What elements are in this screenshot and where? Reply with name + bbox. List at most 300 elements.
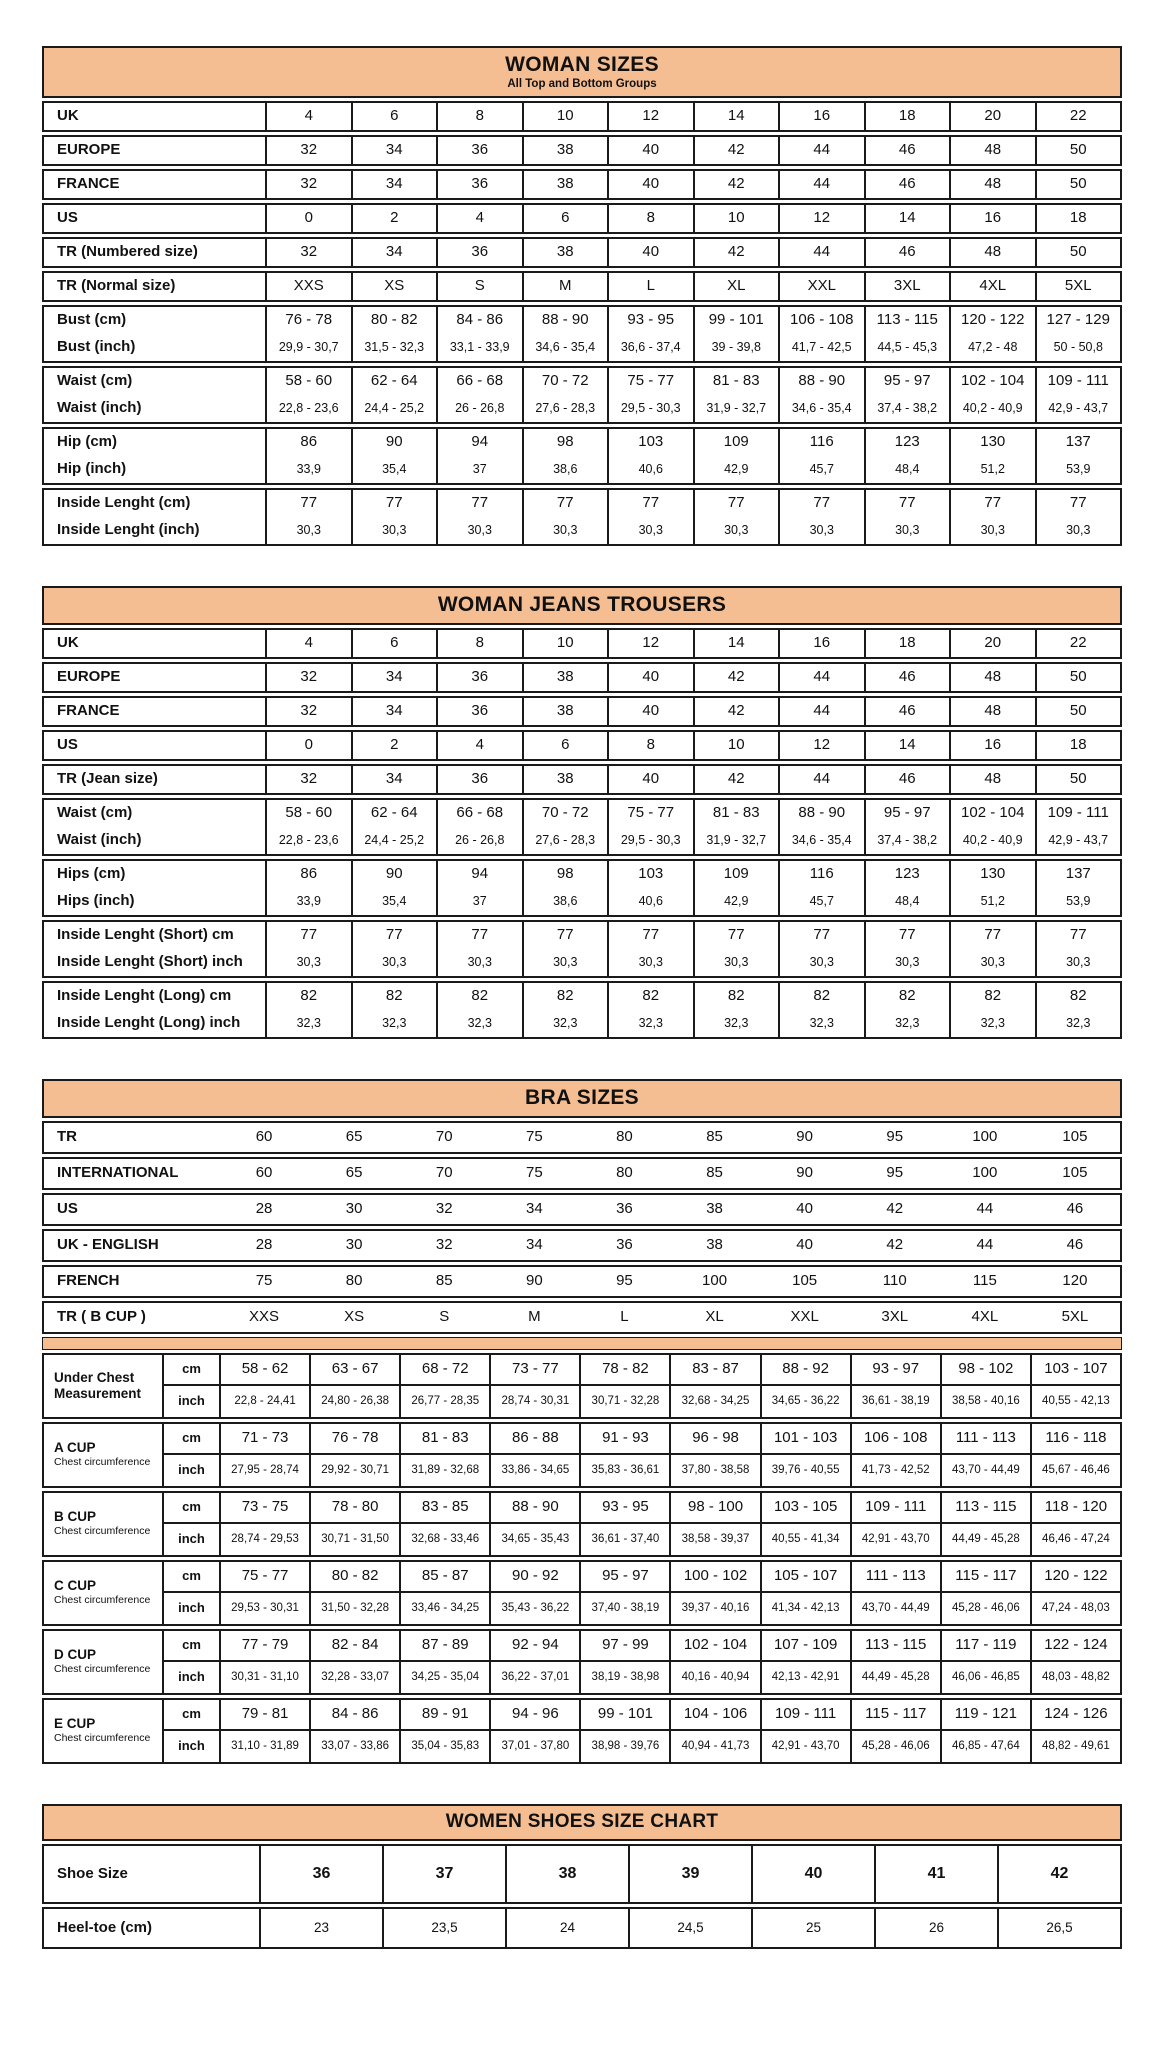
size-value-cell: 42 <box>693 766 779 793</box>
size-value-cell: 106 - 108 <box>778 307 864 334</box>
size-value-cell: 48,03 - 48,82 <box>1030 1662 1120 1693</box>
size-value-cell: 40 <box>607 171 693 198</box>
size-value-cell: 109 - 111 <box>850 1493 940 1524</box>
table-row-group <box>42 981 1122 1039</box>
size-value-cell: 37 <box>436 888 522 915</box>
size-value-cell: 46 <box>864 239 950 266</box>
size-value-cell: 80 - 82 <box>309 1562 399 1593</box>
size-value-cell: 88 - 92 <box>760 1355 850 1386</box>
size-value-cell: 42,91 - 43,70 <box>850 1524 940 1555</box>
size-value-cell: 29,9 - 30,7 <box>265 334 351 361</box>
row-label: US <box>57 1200 78 1218</box>
size-value-cell: 8 <box>436 630 522 657</box>
size-value-cell: 48,82 - 49,61 <box>1030 1731 1120 1762</box>
table-row-group <box>42 764 1122 795</box>
size-value-cell: 58 - 60 <box>265 368 351 395</box>
size-value-cell: 24 <box>505 1909 628 1947</box>
size-value-cell: 46 <box>1066 1236 1084 1254</box>
size-value-cell: 37,40 - 38,19 <box>579 1593 669 1624</box>
size-value-cell: 77 <box>949 490 1035 517</box>
size-value-cell: 37,01 - 37,80 <box>489 1731 579 1762</box>
size-value-cell: 89 - 91 <box>399 1700 489 1731</box>
size-value-cell: 116 <box>778 429 864 456</box>
size-value-cell: 124 - 126 <box>1030 1700 1120 1731</box>
size-value-cell: 76 - 78 <box>309 1424 399 1455</box>
size-value-cell: 110 <box>882 1272 907 1290</box>
table-row-group <box>42 488 1122 546</box>
size-value-cell: 18 <box>864 630 950 657</box>
size-value-cell: 100 <box>972 1128 998 1146</box>
size-value-cell: 84 - 86 <box>309 1700 399 1731</box>
size-value-cell: 38 <box>522 766 608 793</box>
size-value-cell: 38,6 <box>522 888 608 915</box>
size-value-cell: 81 - 83 <box>693 368 779 395</box>
size-value-cell: 85 <box>706 1128 723 1146</box>
size-value-cell: 38,6 <box>522 456 608 483</box>
size-value-cell: 31,89 - 32,68 <box>399 1455 489 1486</box>
table-row-group <box>42 1629 1122 1695</box>
size-value-cell: 79 - 81 <box>219 1700 309 1731</box>
size-value-cell: 42 <box>693 239 779 266</box>
size-value-cell: 24,4 - 25,2 <box>351 827 437 854</box>
size-value-cell: 35,83 - 36,61 <box>579 1455 669 1486</box>
size-value-cell: 30,3 <box>522 517 608 544</box>
size-value-cell: 103 - 107 <box>1030 1355 1120 1386</box>
size-value-cell: 70 - 72 <box>522 368 608 395</box>
size-value-cell: 36,61 - 38,19 <box>850 1386 940 1417</box>
size-value-cell: 44,49 - 45,28 <box>850 1662 940 1693</box>
table-title: WOMAN SIZES <box>505 53 659 76</box>
row-label: TR (Normal size) <box>57 277 176 295</box>
row-label: EUROPE <box>57 141 121 159</box>
size-value-cell: 32,3 <box>949 1010 1035 1037</box>
size-value-cell: 33,9 <box>265 456 351 483</box>
size-value-cell: 50 <box>1035 239 1121 266</box>
size-value-cell: 42,13 - 42,91 <box>760 1662 850 1693</box>
size-value-cell: XL <box>693 273 779 300</box>
size-value-cell: 4 <box>436 205 522 232</box>
size-value-cell: 40 <box>607 698 693 725</box>
size-value-cell: 4 <box>265 630 351 657</box>
row-label-main: E CUP <box>54 1716 96 1732</box>
size-value-cell: 30,3 <box>351 949 437 976</box>
row-label: TR (Numbered size) <box>57 243 198 261</box>
size-value-cell: 22,8 - 23,6 <box>265 395 351 422</box>
table-title: BRA SIZES <box>525 1086 639 1109</box>
size-value-cell: 45,7 <box>778 456 864 483</box>
size-value-cell: 27,95 - 28,74 <box>219 1455 309 1486</box>
unit-label: inch <box>162 1662 219 1693</box>
unit-label: inch <box>162 1455 219 1486</box>
bra-sizes-table <box>42 1079 1122 1764</box>
size-value-cell: 103 - 105 <box>760 1493 850 1524</box>
size-value-cell: 44 <box>778 664 864 691</box>
size-value-cell: 30,3 <box>351 517 437 544</box>
size-value-cell: 60 <box>255 1128 273 1146</box>
size-value-cell: 5XL <box>1035 273 1121 300</box>
row-label: FRANCE <box>57 702 120 720</box>
size-value-cell: M <box>522 273 608 300</box>
size-value-cell: 26,5 <box>997 1909 1120 1947</box>
size-value-cell: 16 <box>778 103 864 130</box>
size-value-cell: 38 <box>522 137 608 164</box>
table-subtitle: All Top and Bottom Groups <box>507 78 657 90</box>
size-value-cell: 4 <box>265 103 351 130</box>
size-value-cell: 14 <box>693 630 779 657</box>
size-value-cell: 32 <box>265 698 351 725</box>
size-value-cell: 32,3 <box>1035 1010 1121 1037</box>
size-value-cell: 71 - 73 <box>219 1424 309 1455</box>
size-value-cell: 40,55 - 41,34 <box>760 1524 850 1555</box>
row-label: UK <box>57 634 79 652</box>
size-value-cell: 32,3 <box>351 1010 437 1037</box>
size-value-cell: 30,3 <box>436 949 522 976</box>
size-value-cell: 66 - 68 <box>436 368 522 395</box>
size-value-cell: 40,55 - 42,13 <box>1030 1386 1120 1417</box>
size-value-cell: 8 <box>436 103 522 130</box>
size-value-cell: 117 - 119 <box>940 1631 1030 1662</box>
size-value-cell: 115 - 117 <box>850 1700 940 1731</box>
size-value-cell: 34 <box>351 766 437 793</box>
size-value-cell: 42 <box>693 698 779 725</box>
unit-label: cm <box>162 1700 219 1731</box>
size-value-cell: 88 - 90 <box>489 1493 579 1524</box>
size-value-cell: 0 <box>265 732 351 759</box>
size-value-cell: 24,80 - 26,38 <box>309 1386 399 1417</box>
size-value-cell: 90 <box>351 429 437 456</box>
size-value-cell: 75 <box>526 1164 543 1182</box>
row-label: Bust (cm) <box>57 311 127 329</box>
size-value-cell: 77 <box>949 922 1035 949</box>
size-value-cell: 30,3 <box>607 949 693 976</box>
size-value-cell: 40 <box>796 1200 813 1218</box>
table-row-group <box>42 730 1122 761</box>
size-value-cell: 26 <box>874 1909 997 1947</box>
row-label: UK <box>57 107 79 125</box>
size-value-cell: 123 <box>864 861 950 888</box>
table-row-group <box>42 169 1122 200</box>
size-value-cell: 77 <box>693 922 779 949</box>
size-value-cell: 95 - 97 <box>864 800 950 827</box>
size-value-cell: 16 <box>949 732 1035 759</box>
size-value-cell: 40,2 - 40,9 <box>949 395 1035 422</box>
size-value-cell: 48 <box>949 171 1035 198</box>
size-value-cell: 97 - 99 <box>579 1631 669 1662</box>
size-value-cell: 36 <box>436 664 522 691</box>
size-value-cell: 113 - 115 <box>850 1631 940 1662</box>
size-value-cell: 116 <box>778 861 864 888</box>
size-value-cell: 44 <box>778 698 864 725</box>
size-value-cell: 77 <box>436 490 522 517</box>
size-value-cell: 32 <box>265 171 351 198</box>
size-value-cell: 28 <box>255 1200 273 1218</box>
size-value-cell: 30,3 <box>949 517 1035 544</box>
size-value-cell: 58 - 60 <box>265 800 351 827</box>
size-value-cell: 81 - 83 <box>693 800 779 827</box>
size-value-cell: 14 <box>864 205 950 232</box>
size-value-cell: 94 <box>436 861 522 888</box>
row-label <box>44 1424 162 1486</box>
size-value-cell: XXL <box>790 1308 819 1326</box>
size-value-cell: 30,3 <box>1035 517 1121 544</box>
size-value-cell: 65 <box>345 1164 363 1182</box>
size-value-cell: 90 - 92 <box>489 1562 579 1593</box>
size-value-cell: 30,3 <box>265 949 351 976</box>
size-value-cell: 77 <box>607 922 693 949</box>
size-value-cell: 45,28 - 46,06 <box>940 1593 1030 1624</box>
size-value-cell: 115 - 117 <box>940 1562 1030 1593</box>
size-value-cell: 48 <box>949 239 1035 266</box>
size-value-cell: 12 <box>778 205 864 232</box>
size-value-cell: 77 <box>1035 490 1121 517</box>
size-value-cell: 46,85 - 47,64 <box>940 1731 1030 1762</box>
row-label: Hips (inch) <box>57 892 135 910</box>
size-value-cell: 118 - 120 <box>1030 1493 1120 1524</box>
size-value-cell: XS <box>344 1308 365 1326</box>
size-value-cell: 86 - 88 <box>489 1424 579 1455</box>
size-value-cell: 34 <box>351 137 437 164</box>
size-value-cell: 3XL <box>864 273 950 300</box>
size-value-cell: 34,6 - 35,4 <box>522 334 608 361</box>
size-value-cell: 107 - 109 <box>760 1631 850 1662</box>
size-value-cell: 46 <box>864 171 950 198</box>
size-value-cell: 85 <box>435 1272 453 1290</box>
size-value-cell: 90 <box>526 1272 543 1290</box>
size-value-cell: 95 - 97 <box>864 368 950 395</box>
size-value-cell: 32,3 <box>265 1010 351 1037</box>
size-value-cell: 78 - 80 <box>309 1493 399 1524</box>
size-value-cell: M <box>528 1308 541 1326</box>
size-value-cell: 37 <box>382 1846 505 1902</box>
size-value-cell: 103 <box>607 429 693 456</box>
size-value-cell: 73 - 75 <box>219 1493 309 1524</box>
size-value-cell: 105 - 107 <box>760 1562 850 1593</box>
size-value-cell: 33,46 - 34,25 <box>399 1593 489 1624</box>
size-value-cell: 8 <box>607 205 693 232</box>
size-value-cell: 99 - 101 <box>579 1700 669 1731</box>
size-value-cell: 18 <box>864 103 950 130</box>
size-value-cell: 105 <box>1062 1164 1088 1182</box>
size-value-cell: 40 <box>607 137 693 164</box>
size-value-cell: 22 <box>1035 630 1121 657</box>
size-value-cell: 82 <box>949 983 1035 1010</box>
size-value-cell: 93 - 95 <box>579 1493 669 1524</box>
size-value-cell: 39,37 - 40,16 <box>669 1593 759 1624</box>
row-label: Waist (inch) <box>57 399 142 417</box>
size-value-cell: 47,2 - 48 <box>949 334 1035 361</box>
size-value-cell: 40,6 <box>607 888 693 915</box>
size-value-cell: 31,9 - 32,7 <box>693 395 779 422</box>
row-label: Hip (inch) <box>57 460 127 478</box>
size-value-cell: 40,2 - 40,9 <box>949 827 1035 854</box>
size-value-cell: 111 - 113 <box>850 1562 940 1593</box>
size-value-cell: 30,3 <box>607 517 693 544</box>
size-value-cell: 12 <box>778 732 864 759</box>
size-value-cell: 34 <box>351 171 437 198</box>
size-value-cell: 77 <box>607 490 693 517</box>
size-value-cell: 32,28 - 33,07 <box>309 1662 399 1693</box>
table-row-group <box>42 1422 1122 1488</box>
row-label: FRANCE <box>57 175 120 193</box>
size-value-cell: 62 - 64 <box>351 800 437 827</box>
size-value-cell: 32,68 - 34,25 <box>669 1386 759 1417</box>
size-value-cell: 34 <box>351 239 437 266</box>
size-value-cell: 76 - 78 <box>265 307 351 334</box>
size-value-cell: 22,8 - 23,6 <box>265 827 351 854</box>
size-value-cell: 38 <box>505 1846 628 1902</box>
size-value-cell: 66 - 68 <box>436 800 522 827</box>
unit-label: cm <box>162 1355 219 1386</box>
size-value-cell: 23 <box>259 1909 382 1947</box>
table-header <box>42 586 1122 625</box>
size-value-cell: 42,9 <box>693 888 779 915</box>
size-value-cell: 120 - 122 <box>1030 1562 1120 1593</box>
size-value-cell: 109 - 111 <box>1035 368 1121 395</box>
size-value-cell: 42 <box>693 137 779 164</box>
size-value-cell: 23,5 <box>382 1909 505 1947</box>
row-label: Inside Lenght (Long) cm <box>57 987 232 1005</box>
row-label <box>44 1355 162 1417</box>
size-value-cell: 77 - 79 <box>219 1631 309 1662</box>
size-value-cell: 91 - 93 <box>579 1424 669 1455</box>
size-value-cell: 44 <box>778 766 864 793</box>
size-value-cell: 16 <box>778 630 864 657</box>
size-value-cell: 46 <box>864 698 950 725</box>
table-row-group <box>42 628 1122 659</box>
size-value-cell: 77 <box>436 922 522 949</box>
table-row-group <box>42 798 1122 856</box>
size-value-cell: 28 <box>255 1236 273 1254</box>
size-value-cell: 36 <box>436 766 522 793</box>
size-value-cell: 42 <box>693 664 779 691</box>
size-value-cell: 63 - 67 <box>309 1355 399 1386</box>
size-value-cell: 34 <box>526 1200 543 1218</box>
table-row-group <box>42 662 1122 693</box>
size-value-cell: 12 <box>607 103 693 130</box>
size-value-cell: 33,1 - 33,9 <box>436 334 522 361</box>
size-value-cell: 75 <box>526 1128 543 1146</box>
size-value-cell: 18 <box>1035 732 1121 759</box>
size-value-cell: 14 <box>864 732 950 759</box>
table-row-group <box>42 203 1122 234</box>
size-value-cell: 44 <box>778 171 864 198</box>
size-value-cell: 32 <box>265 239 351 266</box>
size-value-cell: 41,7 - 42,5 <box>778 334 864 361</box>
row-label-sub: Chest circumference <box>54 1456 151 1469</box>
row-label: TR (Jean size) <box>57 770 158 788</box>
size-value-cell: 40,16 - 40,94 <box>669 1662 759 1693</box>
size-value-cell: 42 <box>693 171 779 198</box>
size-value-cell: 82 <box>778 983 864 1010</box>
size-value-cell: 22 <box>1035 103 1121 130</box>
size-value-cell: 82 <box>864 983 950 1010</box>
size-value-cell: 40 <box>751 1846 874 1902</box>
table-row-group <box>42 135 1122 166</box>
size-value-cell: 111 - 113 <box>940 1424 1030 1455</box>
size-value-cell: 33,9 <box>265 888 351 915</box>
size-value-cell: 6 <box>351 103 437 130</box>
size-value-cell: 90 <box>796 1128 813 1146</box>
size-value-cell: 36 <box>436 698 522 725</box>
size-value-cell: 30,71 - 31,50 <box>309 1524 399 1555</box>
size-value-cell: 42,9 <box>693 456 779 483</box>
size-value-cell: 88 - 90 <box>522 307 608 334</box>
table-title: WOMEN SHOES SIZE CHART <box>445 1811 719 1832</box>
size-value-cell: 26,77 - 28,35 <box>399 1386 489 1417</box>
size-value-cell: XXS <box>249 1308 280 1326</box>
row-label-sub: Chest circumference <box>54 1525 151 1538</box>
size-value-cell: 28,74 - 30,31 <box>489 1386 579 1417</box>
size-value-cell: 34,65 - 35,43 <box>489 1524 579 1555</box>
size-value-cell: 82 <box>693 983 779 1010</box>
table-row-group <box>42 305 1122 363</box>
size-value-cell: 86 <box>265 861 351 888</box>
size-value-cell: 65 <box>345 1128 363 1146</box>
size-value-cell: 34 <box>351 664 437 691</box>
size-value-cell: 85 <box>706 1164 723 1182</box>
size-value-cell: 93 - 97 <box>850 1355 940 1386</box>
size-value-cell: 77 <box>693 490 779 517</box>
row-label: US <box>57 209 78 227</box>
size-value-cell: 3XL <box>881 1308 909 1326</box>
size-value-cell: 93 - 95 <box>607 307 693 334</box>
size-value-cell: 109 - 111 <box>1035 800 1121 827</box>
size-value-cell: 26 - 26,8 <box>436 827 522 854</box>
size-value-cell: 77 <box>778 490 864 517</box>
size-value-cell: 70 - 72 <box>522 800 608 827</box>
size-value-cell: 94 - 96 <box>489 1700 579 1731</box>
size-value-cell: 50 <box>1035 137 1121 164</box>
unit-label: cm <box>162 1424 219 1455</box>
women-shoes-table <box>42 1804 1122 1949</box>
size-value-cell: 32 <box>435 1200 453 1218</box>
table-row-group <box>42 237 1122 268</box>
size-value-cell: 83 - 85 <box>399 1493 489 1524</box>
size-value-cell: L <box>607 273 693 300</box>
unit-label: inch <box>162 1731 219 1762</box>
size-value-cell: 32,3 <box>864 1010 950 1037</box>
row-label: Inside Lenght (Short) inch <box>57 953 243 971</box>
size-value-cell: 99 - 101 <box>693 307 779 334</box>
size-value-cell: 77 <box>265 922 351 949</box>
size-value-cell: 40 <box>607 664 693 691</box>
size-value-cell: XS <box>351 273 437 300</box>
size-value-cell: 28,74 - 29,53 <box>219 1524 309 1555</box>
size-value-cell: 80 <box>345 1272 363 1290</box>
size-value-cell: 50 <box>1035 698 1121 725</box>
size-value-cell: 32,3 <box>607 1010 693 1037</box>
size-value-cell: 41,34 - 42,13 <box>760 1593 850 1624</box>
size-value-cell: 45,28 - 46,06 <box>850 1731 940 1762</box>
size-value-cell: 98 - 102 <box>940 1355 1030 1386</box>
size-value-cell: 4XL <box>949 273 1035 300</box>
table-row-group <box>42 859 1122 917</box>
row-label: Shoe Size <box>57 1864 128 1882</box>
table-title: WOMAN JEANS TROUSERS <box>437 593 727 616</box>
row-label: Inside Lenght (Long) inch <box>57 1014 241 1032</box>
size-value-cell: 38,58 - 40,16 <box>940 1386 1030 1417</box>
row-label-main: D CUP <box>54 1647 97 1663</box>
size-value-cell: 24,5 <box>628 1909 751 1947</box>
size-value-cell: 82 <box>607 983 693 1010</box>
size-value-cell: 30,3 <box>693 949 779 976</box>
size-value-cell: 22,8 - 24,41 <box>219 1386 309 1417</box>
size-value-cell: 53,9 <box>1035 888 1121 915</box>
size-value-cell: 77 <box>522 490 608 517</box>
size-value-cell: 98 <box>522 861 608 888</box>
size-value-cell: 46,06 - 46,85 <box>940 1662 1030 1693</box>
size-value-cell: 43,70 - 44,49 <box>850 1593 940 1624</box>
